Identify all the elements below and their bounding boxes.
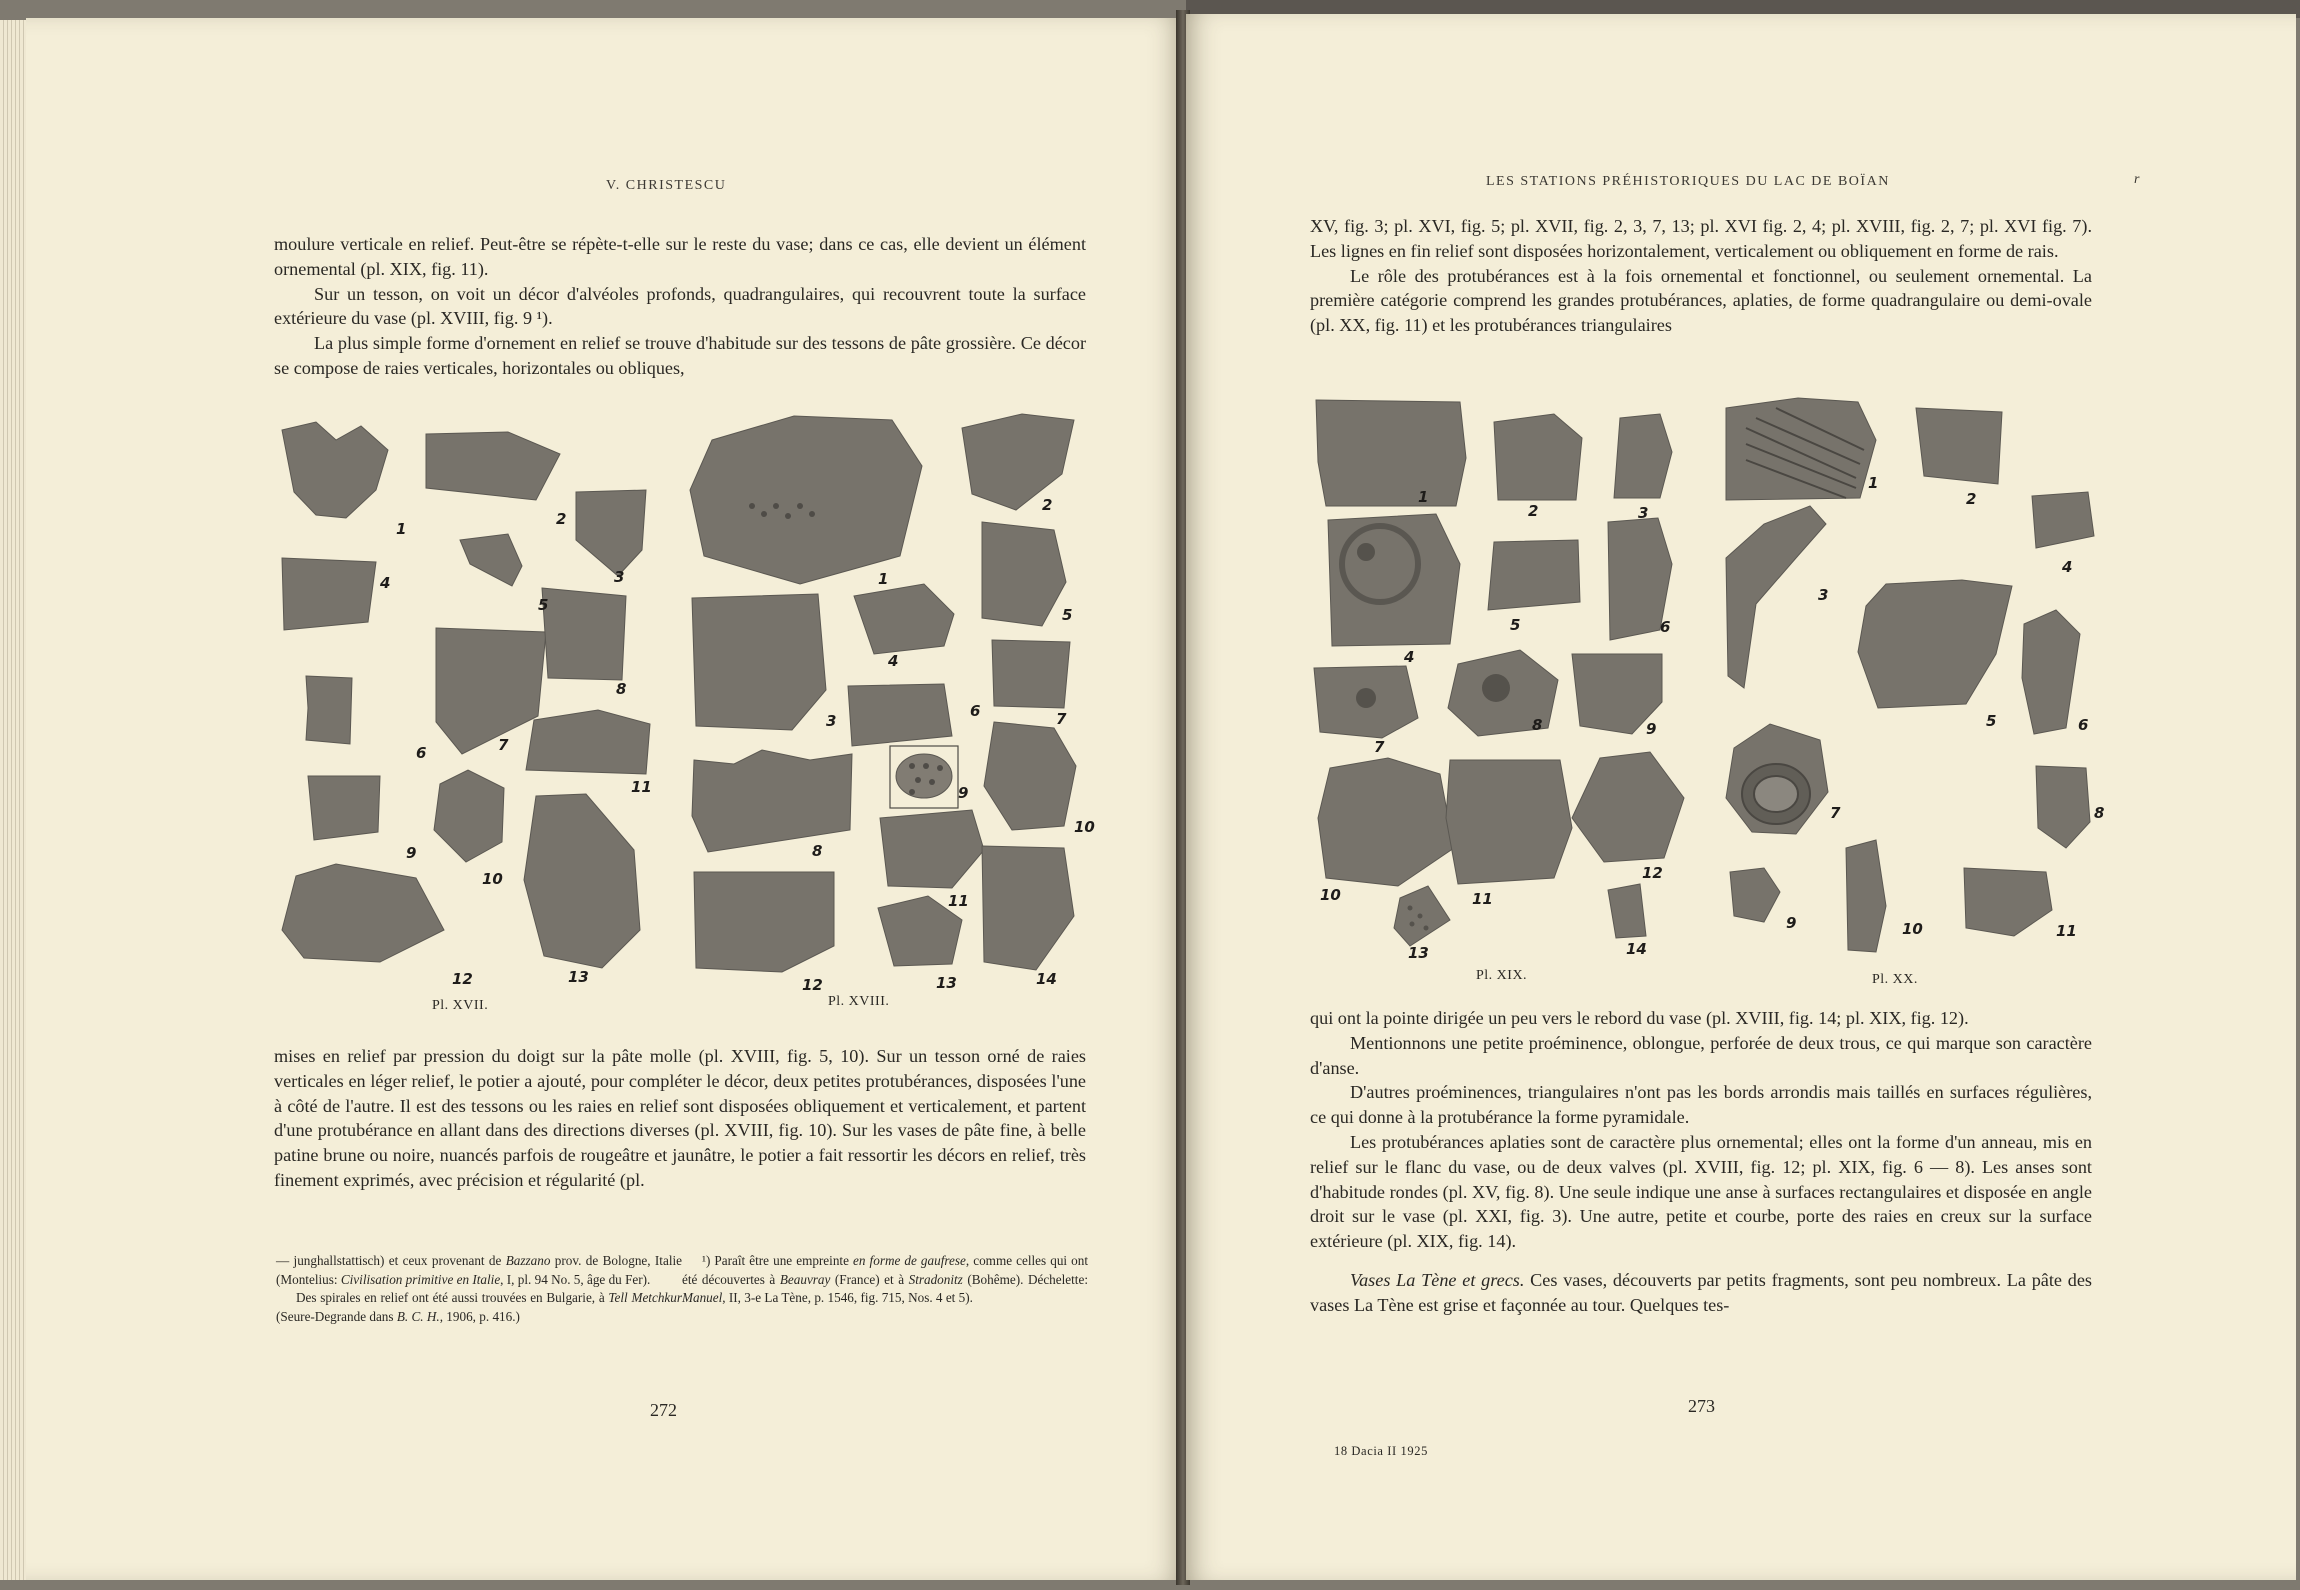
sherd-5 [1858, 580, 2012, 708]
page-number: 272 [650, 1400, 677, 1420]
fig-number: 1 [1868, 474, 1879, 492]
plate-caption: Pl. XVIII. [828, 994, 890, 1009]
fig-number: 7 [1374, 738, 1385, 756]
sherd-7 [436, 628, 546, 754]
sherd-2 [426, 432, 560, 500]
fig-number: 4 [2062, 558, 2073, 576]
paragraph: moulure verticale en relief. Peut-être se répète-t-elle sur le reste du vase; dans ce cas, elle devient un élément ornemental (pl. XIX, fig. 11). [274, 234, 1086, 279]
fig-number: 4 [1404, 648, 1415, 666]
sherd-13 [524, 794, 640, 968]
fig-number: 1 [878, 570, 889, 588]
sherd-1 [1726, 398, 1879, 500]
fig-number: 12 [452, 970, 473, 988]
paragraph: qui ont la pointe dirigée un peu vers le rebord du vase (pl. XVIII, fig. 14; pl. XIX, fig. 12). [1310, 1008, 1969, 1028]
sherd-9 [1730, 868, 1780, 922]
plate-xviii [682, 406, 1095, 994]
fig-number: 5 [1986, 712, 1997, 730]
plate-caption: Pl. XX. [1872, 972, 1918, 987]
paragraph: Le rôle des protubérances est à la fois ornemental et fonctionnel, ou seulement ornemental. La première catégorie comprend les grandes protubérances, aplaties, de forme quadrangulaire ou demi-ovale (pl. XX, fig. 11) et les protubérances triangulaires [1310, 265, 2092, 336]
fig-number: 4 [888, 652, 899, 670]
fig-number: 9 [406, 844, 417, 862]
sherd-3 [692, 594, 826, 730]
footnote-1: ¹) Paraît être une empreinte en forme de gaufrese, comme celles qui ont été découvertes à Beauvray (France) et à Stradonitz (Bohême). Déchelette: Manuel, II, 3-e La Tène, p. 1546, fig. 715, Nos. 4 et 5). [682, 1253, 1089, 1305]
fig-number: 5 [538, 596, 549, 614]
fig-number: 2 [1966, 490, 1977, 508]
plate-caption: Pl. XIX. [1476, 968, 1528, 983]
sherd-3 [1614, 414, 1672, 498]
fig-number: 13 [936, 974, 957, 992]
sherd-9 [308, 776, 380, 840]
fig-number: 11 [631, 778, 652, 796]
page-number: 273 [1688, 1396, 1715, 1416]
sherd-10 [1318, 758, 1454, 886]
fig-number: 10 [482, 870, 503, 888]
sherd-9 [896, 754, 952, 798]
fig-number: 5 [1510, 616, 1521, 634]
right-page [1186, 14, 2296, 1580]
fig-number: 3 [614, 568, 625, 586]
paragraph: XV, fig. 3; pl. XVI, fig. 5; pl. XVII, fig. 2, 3, 7, 13; pl. XVI fig. 2, 4; pl. XVIII, fig. 2, 7; pl. XVI fig. 7). Les lignes en fin relief sont disposées horizontalement, verticalement ou obliquement en forme de rais. [1310, 216, 2092, 261]
fig-number: 5 [1062, 606, 1073, 624]
left-page [26, 18, 1182, 1580]
fig-number: 14 [1626, 940, 1647, 958]
sherd-10 [984, 722, 1076, 830]
sherd-6 [306, 676, 352, 744]
sherd-1 [1316, 400, 1466, 506]
sherd-5 [460, 534, 522, 586]
sherd-4 [2032, 492, 2094, 548]
fig-number: 10 [1074, 818, 1095, 836]
sherd-2 [1494, 414, 1582, 500]
plate-xix [1310, 388, 1710, 962]
fig-number: 11 [948, 892, 969, 910]
sherd-4 [282, 558, 376, 630]
sherd-10 [434, 770, 504, 862]
plate-caption: Pl. XVII. [432, 998, 489, 1013]
fig-number: 13 [1408, 944, 1429, 962]
sherd-2 [1916, 408, 2002, 484]
fig-number: 12 [802, 976, 823, 994]
sherd-3 [576, 490, 646, 576]
fig-number: 10 [1902, 920, 1923, 938]
fig-number: 8 [812, 842, 823, 860]
sherd-1 [282, 422, 388, 518]
fig-number: 11 [2056, 922, 2077, 940]
paragraph: mises en relief par pression du doigt sur la pâte molle (pl. XVIII, fig. 5, 10). Sur un tesson orné de raies verticales en léger relief, le potier a ajouté, pour compléter le décor, deux petites protubérances, disposées l'une à côté de l'autre. Il est des tessons ou les raies en relief sont disposées obliquement et verticalement, et partent d'une protubérance en allant dans des directions diverses (pl. XVIII, fig. 10). Sur les vases de pâte fine, à belle patine brune ou noire, nuancés parfois de rougeâtre et jaunâtre, le potier a fait ressortir les décors en relief, très finement exprimés, avec précision et régularité (pl. [274, 1046, 1086, 1190]
sherd-8 [2036, 766, 2090, 848]
sherd-2 [962, 414, 1074, 510]
fig-number: 4 [380, 574, 391, 592]
sherd-12 [282, 864, 444, 962]
sherd-11 [1446, 760, 1572, 884]
running-header-right: LES STATIONS PRÉHISTORIQUES DU LAC DE BOÏAN [1486, 174, 1890, 189]
sherd-8 [542, 588, 626, 680]
paragraph: La plus simple forme d'ornement en relief se trouve d'habitude sur des tessons de pâte grossière. Ce décor se compose de raies verticales, horizontales ou obliques, [274, 333, 1086, 378]
fig-number: 10 [1320, 886, 1341, 904]
fig-number: 6 [416, 744, 427, 762]
fig-number: 6 [2078, 716, 2089, 734]
signature-mark: 18 Dacia II 1925 [1334, 1444, 1428, 1458]
footnote-continued: — junghallstattisch) et ceux provenant de Bazzano prov. de Bologne, Italie (Montelius: Civilisation primitive en Italie, I, pl. 94 No. 5, âge du Fer). Des spirales en relief ont été aussi trouvées en Bulgarie, à Tell Metchkur (Seure-Degrande dans B. C. H., 1906, p. 416.) [276, 1253, 683, 1324]
sherd-11 [880, 810, 984, 888]
paragraph: D'autres proéminences, triangulaires n'ont pas les bords arrondis mais taillés en surfaces régulières, ce qui donne à la protubérance la forme pyramidale. [1310, 1082, 2092, 1128]
plate-xx [1716, 388, 2106, 958]
fig-number: 8 [2094, 804, 2105, 822]
sherd-10 [1846, 840, 1886, 952]
fig-number: 2 [556, 510, 567, 528]
fig-number: 7 [1056, 710, 1067, 728]
fig-number: 3 [1638, 504, 1649, 522]
sherd-6 [848, 684, 952, 746]
fig-number: 6 [970, 702, 981, 720]
fig-number: 8 [1532, 716, 1543, 734]
paragraph: Vases La Tène et grecs. Ces vases, découverts par petits fragments, sont peu nombreux. La pâte des vases La Tène est grise et façonnée au tour. Quelques tes- [1310, 1269, 2092, 1315]
fig-number: 7 [1830, 804, 1841, 822]
fig-number: 1 [396, 520, 407, 538]
fig-number: 7 [498, 736, 509, 754]
right-text-top [1310, 214, 2092, 338]
left-text-bottom [274, 1044, 1086, 1193]
paragraph: Les protubérances aplaties sont de caractère plus ornemental; elles ont la forme d'un anneau, mis en relief sur le flanc du vase, ou de deux valves (pl. XVIII, fig. 12; pl. XIX, fig. 6 — 8). Les anses sont d'habitude rondes (pl. XV, fig. 8). Une seule indique une anse à surfaces rectangulaires et disposée en angle droit sur le vase (pl. XXI, fig. 3). Une autre, petite et courbe, porte des raies en creux sur la surface extérieure (pl. XIX, fig. 14). [1310, 1131, 2092, 1252]
sherd-11 [1964, 868, 2052, 936]
left-text-top [274, 232, 1086, 381]
paragraph: Sur un tesson, on voit un décor d'alvéoles profonds, quadrangulaires, qui recouvrent toute la surface extérieure du vase (pl. XVIII, fig. 9 ¹). [274, 283, 1086, 329]
fig-number: 14 [1036, 970, 1057, 988]
sherd-5 [982, 522, 1066, 626]
sherd-12 [1572, 752, 1684, 862]
fig-number: 11 [1472, 890, 1493, 908]
fig-number: 1 [1418, 488, 1429, 506]
sherd-1 [690, 416, 922, 584]
fig-number: 9 [958, 784, 969, 802]
sherd-7 [992, 640, 1070, 708]
fig-number: 12 [1642, 864, 1663, 882]
sherd-14 [1608, 884, 1646, 938]
sherd-12 [694, 872, 834, 972]
fig-number: 9 [1786, 914, 1797, 932]
paragraph: Mentionnons une petite proéminence, oblongue, perforée de deux trous, ce qui marque son caractère d'anse. [1310, 1032, 2092, 1078]
sherd-4 [854, 584, 954, 654]
fig-number: 3 [1818, 586, 1829, 604]
running-header-left: V. CHRISTESCU [606, 178, 727, 193]
sherd-6 [2022, 610, 2080, 734]
sherd-11 [526, 710, 650, 774]
corner-mark: r [2134, 172, 2141, 187]
sherd-8 [692, 750, 852, 852]
fig-number: 2 [1528, 502, 1539, 520]
fig-number: 13 [568, 968, 589, 986]
fig-number: 2 [1042, 496, 1053, 514]
sherd-5 [1488, 540, 1580, 610]
sherd-3 [1726, 506, 1829, 688]
fig-number: 8 [616, 680, 627, 698]
sherd-14 [982, 846, 1074, 970]
fig-number: 9 [1646, 720, 1657, 738]
fig-number: 6 [1660, 618, 1671, 636]
plate-xvii [276, 410, 671, 990]
right-text-bottom [1310, 1006, 2092, 1318]
fig-number: 3 [826, 712, 837, 730]
